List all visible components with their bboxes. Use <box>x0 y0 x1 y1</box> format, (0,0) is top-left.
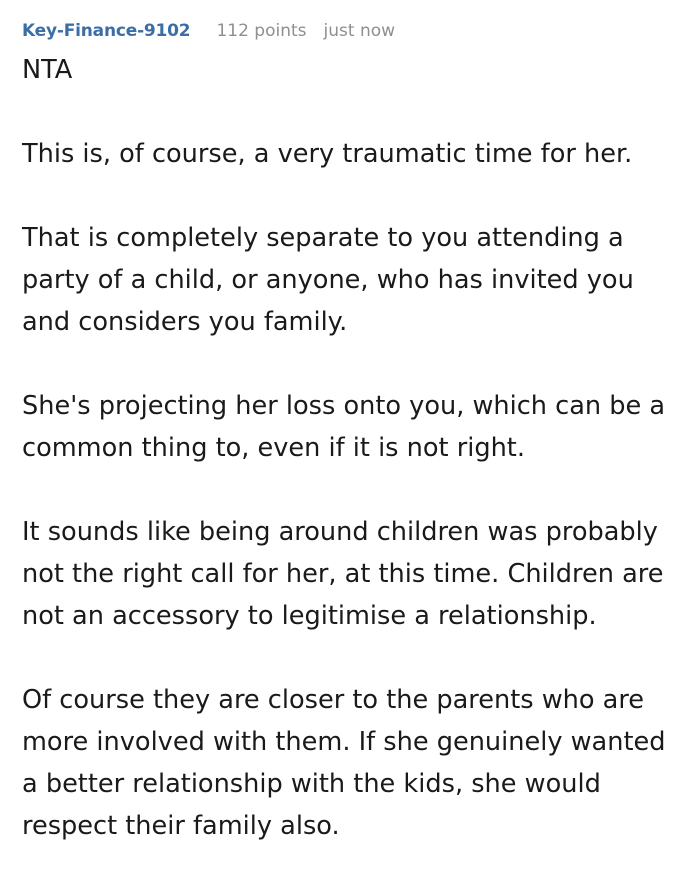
comment-paragraph: It sounds like being around children was probably not the right call for her, at this time. Children are not an accessory to legitimise a relationship. <box>22 517 664 631</box>
comment-paragraph: NTA <box>22 55 73 85</box>
comment-body <box>22 49 682 847</box>
comment-points: 112 points <box>216 21 307 41</box>
comment-paragraph: She's projecting her loss onto you, which can be a common thing to, even if it is not right. <box>22 391 666 463</box>
comment-timestamp[interactable]: just now <box>323 21 396 41</box>
comment-paragraph: That is completely separate to you attending a party of a child, or anyone, who has invited you and considers you family. <box>22 223 634 337</box>
comment-paragraph: This is, of course, a very traumatic time for her. <box>22 139 633 169</box>
comment-author-link[interactable]: Key-Finance-9102 <box>22 21 191 41</box>
comment-meta <box>22 20 395 42</box>
comment-paragraph: Of course they are closer to the parents who are more involved with them. If she genuinely wanted a better relationship with the kids, she would respect their family also. <box>22 685 666 841</box>
